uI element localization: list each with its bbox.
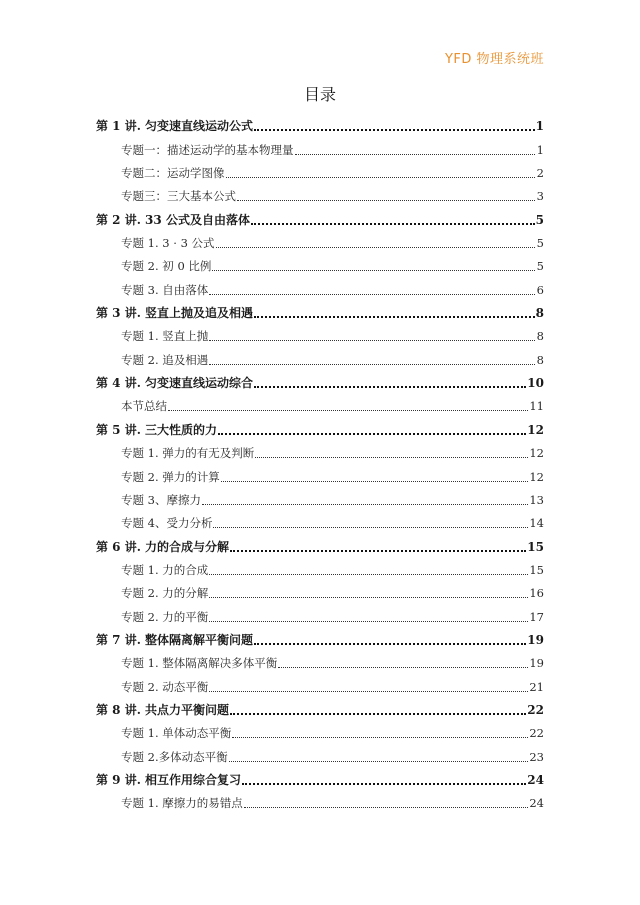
toc-dot-leader [168, 399, 528, 413]
toc-topic-entry[interactable] [96, 229, 544, 252]
toc-entry-label: 专题 2. 动态平衡 [121, 679, 209, 694]
toc-entry-label: 专题 1. 弹力的有无及判断 [121, 446, 255, 461]
toc-chapter-entry[interactable] [96, 299, 544, 322]
toc-dot-leader [209, 610, 528, 624]
toc-dot-leader [242, 773, 526, 787]
toc-entry-page-number: 1 [536, 142, 544, 157]
toc-entry-page-number: 3 [536, 189, 544, 204]
toc-entry-label: 第 1 讲. 匀变速直线运动公式 [96, 119, 254, 134]
toc-dot-leader [218, 423, 526, 437]
toc-entry-page-number: 12 [529, 446, 544, 461]
toc-topic-entry[interactable] [96, 672, 544, 695]
toc-chapter-entry[interactable] [96, 626, 544, 649]
toc-dot-leader [209, 353, 535, 367]
toc-entry-page-number: 13 [529, 492, 544, 507]
toc-entry-page-number: 12 [529, 469, 544, 484]
toc-entry-label: 专题 1. 摩擦力的易错点 [121, 796, 243, 811]
toc-chapter-entry[interactable] [96, 532, 544, 555]
toc-dot-leader [229, 750, 529, 764]
toc-entry-label: 专题 4、受力分析 [121, 516, 213, 531]
toc-entry-page-number: 10 [527, 376, 544, 391]
toc-topic-entry[interactable] [96, 742, 544, 765]
toc-topic-entry[interactable] [96, 182, 544, 205]
toc-entry-label: 第 9 讲. 相互作用综合复习 [96, 772, 242, 787]
toc-entry-label: 专题一：描述运动学的基本物理量 [121, 142, 294, 157]
toc-dot-leader [232, 726, 528, 740]
toc-topic-entry[interactable] [96, 345, 544, 368]
toc-entry-label: 专题 2. 初 0 比例 [121, 259, 212, 274]
toc-topic-entry[interactable] [96, 649, 544, 672]
toc-entry-page-number: 6 [536, 282, 544, 297]
toc-entry-label: 专题 3. 自由落体 [121, 282, 209, 297]
toc-entry-label: 专题 3、摩擦力 [121, 492, 201, 507]
toc-topic-entry[interactable] [96, 159, 544, 182]
toc-chapter-entry[interactable] [96, 112, 544, 135]
toc-entry-page-number: 24 [529, 796, 544, 811]
toc-chapter-entry[interactable] [96, 696, 544, 719]
toc-topic-entry[interactable] [96, 439, 544, 462]
toc-topic-entry[interactable] [96, 509, 544, 532]
toc-entry-page-number: 1 [535, 119, 544, 134]
toc-topic-entry[interactable] [96, 275, 544, 298]
toc-entry-page-number: 22 [529, 726, 544, 741]
toc-entry-page-number: 24 [527, 772, 544, 787]
toc-dot-leader [213, 516, 528, 530]
toc-topic-entry[interactable] [96, 135, 544, 158]
toc-entry-page-number: 17 [529, 609, 544, 624]
toc-dot-leader [295, 143, 536, 157]
toc-entry-page-number: 2 [536, 166, 544, 181]
toc-entry-label: 专题 1. 力的合成 [121, 562, 209, 577]
toc-chapter-entry[interactable] [96, 415, 544, 438]
toc-entry-label: 专题 1. 整体隔离解决多体平衡 [121, 656, 278, 671]
toc-chapter-entry[interactable] [96, 205, 544, 228]
toc-dot-leader [209, 586, 528, 600]
toc-topic-entry[interactable] [96, 252, 544, 275]
toc-dot-leader [226, 166, 536, 180]
toc-entry-page-number: 12 [527, 422, 544, 437]
toc-entry-page-number: 14 [529, 516, 544, 531]
toc-dot-leader [209, 329, 535, 343]
toc-entry-page-number: 15 [529, 562, 544, 577]
toc-entry-label: 专题 2. 追及相遇 [121, 352, 209, 367]
toc-entry-page-number: 16 [529, 586, 544, 601]
toc-entry-label: 本节总结 [121, 399, 167, 414]
toc-entry-label: 第 7 讲. 整体隔离解平衡问题 [96, 632, 254, 647]
toc-entry-label: 专题 2. 力的分解 [121, 586, 209, 601]
toc-topic-entry[interactable] [96, 719, 544, 742]
toc-entry-page-number: 8 [536, 352, 544, 367]
toc-dot-leader [230, 540, 526, 554]
toc-entry-page-number: 19 [529, 656, 544, 671]
toc-topic-entry[interactable] [96, 392, 544, 415]
toc-entry-page-number: 5 [536, 259, 544, 274]
table-of-contents [96, 112, 544, 812]
toc-entry-label: 专题三：三大基本公式 [121, 189, 236, 204]
toc-topic-entry[interactable] [96, 486, 544, 509]
toc-dot-leader [209, 680, 528, 694]
toc-entry-label: 专题 2.多体动态平衡 [121, 749, 228, 764]
toc-dot-leader [209, 563, 528, 577]
toc-entry-label: 专题 2. 弹力的计算 [121, 469, 220, 484]
toc-dot-leader [255, 446, 528, 460]
toc-entry-page-number: 19 [527, 632, 544, 647]
toc-dot-leader [237, 189, 535, 203]
toc-entry-label: 第 4 讲. 匀变速直线运动综合 [96, 376, 254, 391]
toc-entry-label: 第 5 讲. 三大性质的力 [96, 422, 218, 437]
toc-dot-leader [244, 796, 529, 810]
toc-entry-page-number: 8 [536, 329, 544, 344]
toc-chapter-entry[interactable] [96, 369, 544, 392]
toc-chapter-entry[interactable] [96, 766, 544, 789]
header-brand: YFD 物理系统班 [444, 52, 544, 67]
toc-dot-leader [209, 283, 535, 297]
toc-dot-leader [230, 703, 526, 717]
toc-entry-label: 专题 2. 力的平衡 [121, 609, 209, 624]
toc-entry-page-number: 5 [536, 236, 544, 251]
toc-entry-page-number: 22 [527, 702, 544, 717]
toc-entry-page-number: 23 [529, 749, 544, 764]
toc-topic-entry[interactable] [96, 322, 544, 345]
toc-dot-leader [254, 376, 526, 390]
toc-topic-entry[interactable] [96, 789, 544, 812]
toc-dot-leader [202, 493, 528, 507]
toc-dot-leader [278, 656, 528, 670]
toc-entry-label: 专题 1. 单体动态平衡 [121, 726, 232, 741]
toc-topic-entry[interactable] [96, 602, 544, 625]
toc-entry-label: 专题二：运动学图像 [121, 166, 225, 181]
toc-entry-page-number: 8 [535, 306, 544, 321]
toc-title: 目录 [303, 85, 336, 104]
toc-dot-leader [254, 633, 526, 647]
toc-dot-leader [216, 236, 535, 250]
toc-dot-leader [212, 259, 535, 273]
toc-dot-leader [221, 470, 529, 484]
toc-entry-label: 第 2 讲. 33 公式及自由落体 [96, 212, 250, 227]
toc-entry-page-number: 5 [535, 212, 544, 227]
toc-entry-label: 第 6 讲. 力的合成与分解 [96, 539, 230, 554]
toc-entry-label: 专题 1. 3 · 3 公式 [121, 236, 215, 251]
toc-entry-label: 第 3 讲. 竖直上抛及追及相遇 [96, 306, 254, 321]
toc-dot-leader [254, 306, 535, 320]
toc-topic-entry[interactable] [96, 462, 544, 485]
toc-entry-page-number: 15 [527, 539, 544, 554]
toc-entry-page-number: 11 [529, 399, 544, 414]
toc-topic-entry[interactable] [96, 579, 544, 602]
toc-entry-label: 专题 1. 竖直上抛 [121, 329, 209, 344]
toc-dot-leader [251, 213, 535, 227]
toc-entry-label: 第 8 讲. 共点力平衡问题 [96, 702, 230, 717]
toc-dot-leader [254, 119, 535, 133]
toc-topic-entry[interactable] [96, 556, 544, 579]
toc-entry-page-number: 21 [529, 679, 544, 694]
